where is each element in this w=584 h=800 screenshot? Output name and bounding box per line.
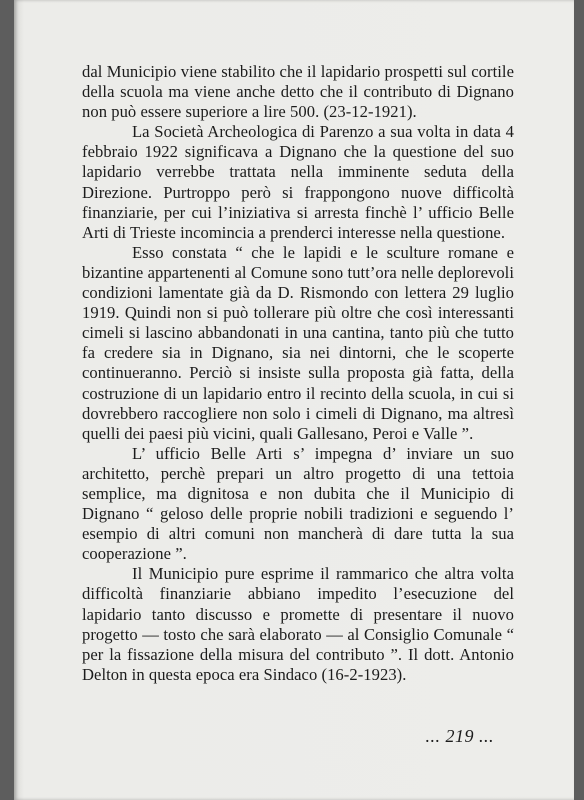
paragraph-4: L’ ufficio Belle Arti s’ impegna d’ inviare un suo architetto, perchè prepari un altro progetto di una tettoia semplice, ma dignitosa e non dubita che il Municipio di Dignano “ geloso delle proprie nobili tradizioni e seguendo l’ esempio di altri comuni non mancherà di dare tutta la sua cooperazione ”. [82,443,514,564]
paragraph-2: La Società Archeologica di Parenzo a sua volta in data 4 febbraio 1922 significava a Dignano che la questione del suo lapidario verrebbe trattata nella imminente seduta della Direzione. Purtroppo però si frappongono nuove difficoltà finanziarie, per cui l’iniziativa si arresta finchè l’ ufficio Belle Arti di Trieste incomincia a prenderci interesse nella questione. [82,122,514,242]
paragraph-3: Esso constata “ che le lapidi e le sculture romane e bizantine appartenenti al Comune sono tutt’ora nelle deplorevoli condizioni lamentate già da D. Rismondo con lettera 29 luglio 1919. Quindi non si può tollerare più oltre che così interessanti cimeli si lascino abbandonati in una cantina, tanto più che tutto fa credere sia in Dignano, sia nei dintorni, che le scoperte continueranno. Perciò si insiste sulla proposta già fatta, della costruzione di un lapidario entro il recinto della scuola, in cui si dovrebbero raccogliere non solo i cimeli di Dignano, ma altresì quelli dei paesi più vicini, quali Gallesano, Peroi e Valle ”. [82,242,514,443]
paragraph-5: Il Municipio pure esprime il rammarico che altra volta difficoltà finanziarie abbiano impedito l’esecuzione del lapidario tanto discusso e promette di presentare il nuovo progetto — tosto che sarà elaborato — al Consiglio Comunale “ per la fissazione della misura del contributo ”. Il dott. Antonio Delton in questa epoca era Sindaco (16-2-1923). [82,564,514,684]
page-number: ... 219 ... [425,726,494,746]
paragraph-1: dal Municipio viene stabilito che il lapidario prospetti sul cortile della scuola ma viene anche detto che il contributo di Dignano non può essere superiore a lire 500. (23-12-1921). [82,62,514,122]
body-text [82,62,514,685]
book-page [14,0,574,800]
